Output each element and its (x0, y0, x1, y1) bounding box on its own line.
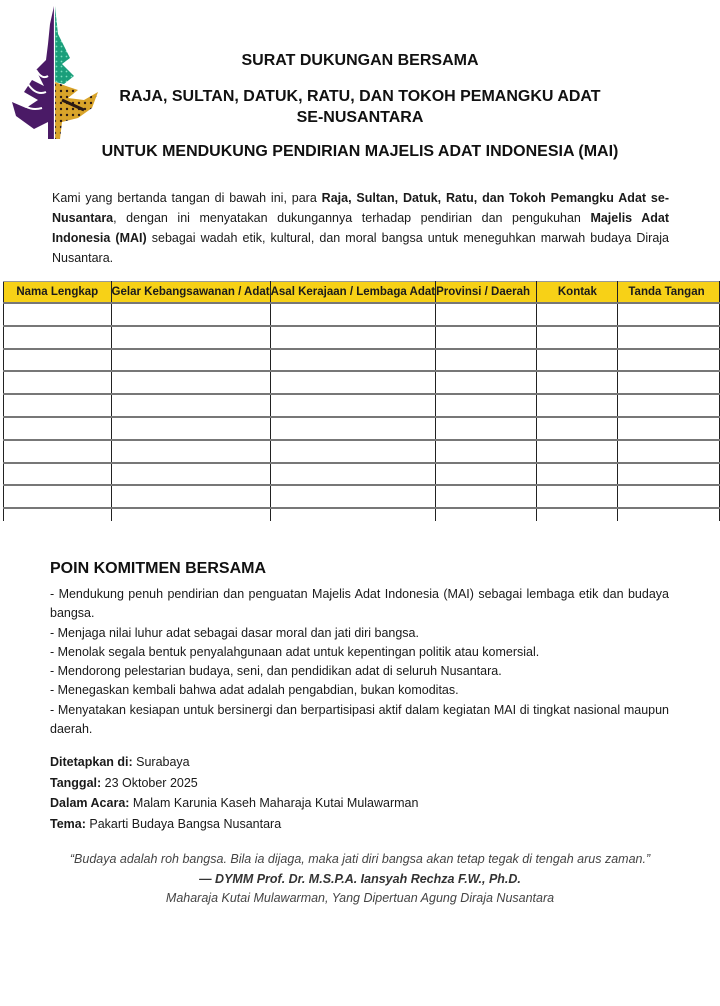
meta-date-label: Tanggal: (50, 775, 102, 790)
table-row (4, 417, 720, 440)
intro-text: , dengan ini menyatakan dukungannya terhadap pendirian dan pengukuhan (113, 211, 591, 225)
signature-cell[interactable] (618, 485, 720, 508)
signature-cell[interactable] (537, 326, 618, 349)
signature-cell[interactable] (618, 349, 720, 372)
signature-cell[interactable] (270, 303, 435, 326)
subtitle-line-1: RAJA, SULTAN, DATUK, RATU, DAN TOKOH PEMANGKU ADAT (119, 88, 601, 105)
signature-cell[interactable] (537, 349, 618, 372)
signature-cell[interactable] (4, 417, 112, 440)
signature-table-container (0, 281, 720, 521)
document-meta (50, 752, 418, 834)
signature-cell[interactable] (270, 440, 435, 463)
table-row (4, 463, 720, 486)
signature-cell[interactable] (4, 485, 112, 508)
quote-author: — DYMM Prof. Dr. M.S.P.A. Iansyah Rechza F.W., Ph.D. (199, 872, 521, 886)
meta-date (50, 773, 418, 794)
signature-cell[interactable] (436, 485, 537, 508)
signature-cell[interactable] (111, 303, 270, 326)
meta-theme-value: Pakarti Budaya Bangsa Nusantara (85, 816, 282, 831)
signature-cell[interactable] (537, 440, 618, 463)
meta-place-label: Ditetapkan di: (50, 755, 133, 769)
signature-cell[interactable] (111, 349, 270, 372)
signature-cell[interactable] (4, 508, 112, 521)
signature-cell[interactable] (537, 303, 618, 326)
commitment-item: - Mendorong pelestarian budaya, seni, dan pendidikan adat di seluruh Nusantara. (50, 664, 502, 679)
table-row (4, 349, 720, 372)
meta-date-value: 23 Oktober 2025 (101, 775, 198, 790)
commitment-item: - Menjaga nilai luhur adat sebagai dasar moral dan jati diri bangsa. (50, 625, 419, 640)
signature-cell[interactable] (4, 371, 112, 394)
signature-cell[interactable] (618, 440, 720, 463)
table-row (4, 371, 720, 394)
signature-cell[interactable] (111, 508, 270, 521)
signature-cell[interactable] (618, 326, 720, 349)
commitment-item: - Menyatakan kesiapan untuk bersinergi dan berpartisipasi aktif dalam kegiatan MAI di tingkat nasional maupun daerah. (50, 702, 669, 737)
column-header-nama: Nama Lengkap (4, 282, 112, 304)
signature-cell[interactable] (270, 326, 435, 349)
signature-cell[interactable] (618, 394, 720, 417)
signature-cell[interactable] (270, 417, 435, 440)
signature-cell[interactable] (270, 463, 435, 486)
signature-cell[interactable] (537, 417, 618, 440)
table-row (4, 326, 720, 349)
signature-cell[interactable] (618, 371, 720, 394)
signature-cell[interactable] (111, 417, 270, 440)
quote-text: “Budaya adalah roh bangsa. Bila ia dijaga, maka jati diri bangsa akan tetap tegak di tengah arus zaman.” (69, 852, 651, 866)
signature-cell[interactable] (111, 371, 270, 394)
intro-text: sebagai wadah etik, kultural, dan moral bangsa untuk meneguhkan marwah budaya Diraja Nusantara. (52, 231, 669, 265)
commitment-item: - Mendukung penuh pendirian dan penguatan Majelis Adat Indonesia (MAI) sebagai lembaga etik dan budaya bangsa. (50, 587, 669, 621)
signature-cell[interactable] (618, 508, 720, 521)
signature-cell[interactable] (436, 508, 537, 521)
column-header-provinsi: Provinsi / Daerah (436, 282, 537, 304)
intro-text: Kami yang bertanda tangan di bawah ini, para (52, 191, 322, 205)
signature-cell[interactable] (436, 326, 537, 349)
signature-cell[interactable] (111, 485, 270, 508)
signature-cell[interactable] (436, 349, 537, 372)
document-subtitle (0, 86, 720, 128)
intro-paragraph (52, 188, 669, 268)
commitments-heading: POIN KOMITMEN BERSAMA (50, 560, 266, 577)
signature-cell[interactable] (4, 394, 112, 417)
signature-cell[interactable] (111, 440, 270, 463)
signature-cell[interactable] (436, 417, 537, 440)
signature-cell[interactable] (436, 394, 537, 417)
signature-cell[interactable] (111, 326, 270, 349)
quote-author-title: Maharaja Kutai Mulawarman, Yang Dipertuan Agung Diraja Nusantara (165, 891, 555, 905)
signature-cell[interactable] (537, 485, 618, 508)
meta-event (50, 793, 418, 814)
signature-cell[interactable] (537, 463, 618, 486)
intro-bold-signatories: Raja, Sultan, Datuk, Ratu, dan Tokoh Pemangku Adat se-Nusantara (52, 191, 669, 225)
intro-bold-mai: Majelis Adat Indonesia (MAI) (52, 211, 669, 245)
column-header-kontak: Kontak (537, 282, 618, 304)
meta-event-value: Malam Karunia Kaseh Maharaja Kutai Mulawarman (129, 796, 419, 810)
signature-cell[interactable] (4, 463, 112, 486)
signature-cell[interactable] (111, 463, 270, 486)
table-row (4, 303, 720, 326)
signature-cell[interactable] (537, 394, 618, 417)
commitment-item: - Menegaskan kembali bahwa adat adalah pengabdian, bukan komoditas. (50, 683, 459, 698)
signature-cell[interactable] (436, 303, 537, 326)
table-row (4, 485, 720, 508)
signature-cell[interactable] (270, 371, 435, 394)
signature-cell[interactable] (436, 463, 537, 486)
table-header-row (4, 282, 720, 304)
table-row (4, 440, 720, 463)
signature-cell[interactable] (270, 508, 435, 521)
signature-cell[interactable] (4, 349, 112, 372)
meta-theme-label: Tema: (50, 816, 86, 831)
column-header-asal: Asal Kerajaan / Lembaga Adat (270, 282, 435, 304)
signature-cell[interactable] (618, 463, 720, 486)
signature-cell[interactable] (537, 371, 618, 394)
table-row (4, 508, 720, 521)
meta-event-label: Dalam Acara: (50, 796, 130, 810)
meta-theme (50, 814, 418, 835)
meta-place (50, 752, 418, 773)
signature-cell[interactable] (4, 440, 112, 463)
signature-cell[interactable] (111, 394, 270, 417)
signature-cell[interactable] (537, 508, 618, 521)
table-row (4, 394, 720, 417)
commitments-list (50, 585, 669, 739)
signature-cell[interactable] (270, 485, 435, 508)
commitment-item: - Menolak segala bentuk penyalahgunaan adat untuk kepentingan politik atau komersial. (50, 644, 540, 659)
column-header-gelar: Gelar Kebangsawanan / Adat (111, 282, 270, 304)
signature-cell[interactable] (618, 417, 720, 440)
document-purpose: UNTUK MENDUKUNG PENDIRIAN MAJELIS ADAT INDONESIA (MAI) (101, 143, 619, 160)
meta-place-value: Surabaya (132, 755, 190, 769)
signature-cell[interactable] (618, 303, 720, 326)
signature-cell[interactable] (436, 440, 537, 463)
signature-cell[interactable] (4, 326, 112, 349)
signature-cell[interactable] (4, 303, 112, 326)
column-header-tanda-tangan: Tanda Tangan (618, 282, 720, 304)
subtitle-line-2: SE-NUSANTARA (296, 109, 424, 126)
table-body (4, 303, 720, 521)
signature-cell[interactable] (270, 349, 435, 372)
signature-cell[interactable] (436, 371, 537, 394)
document-title: SURAT DUKUNGAN BERSAMA (241, 52, 479, 69)
signature-table (3, 281, 720, 521)
signature-cell[interactable] (270, 394, 435, 417)
